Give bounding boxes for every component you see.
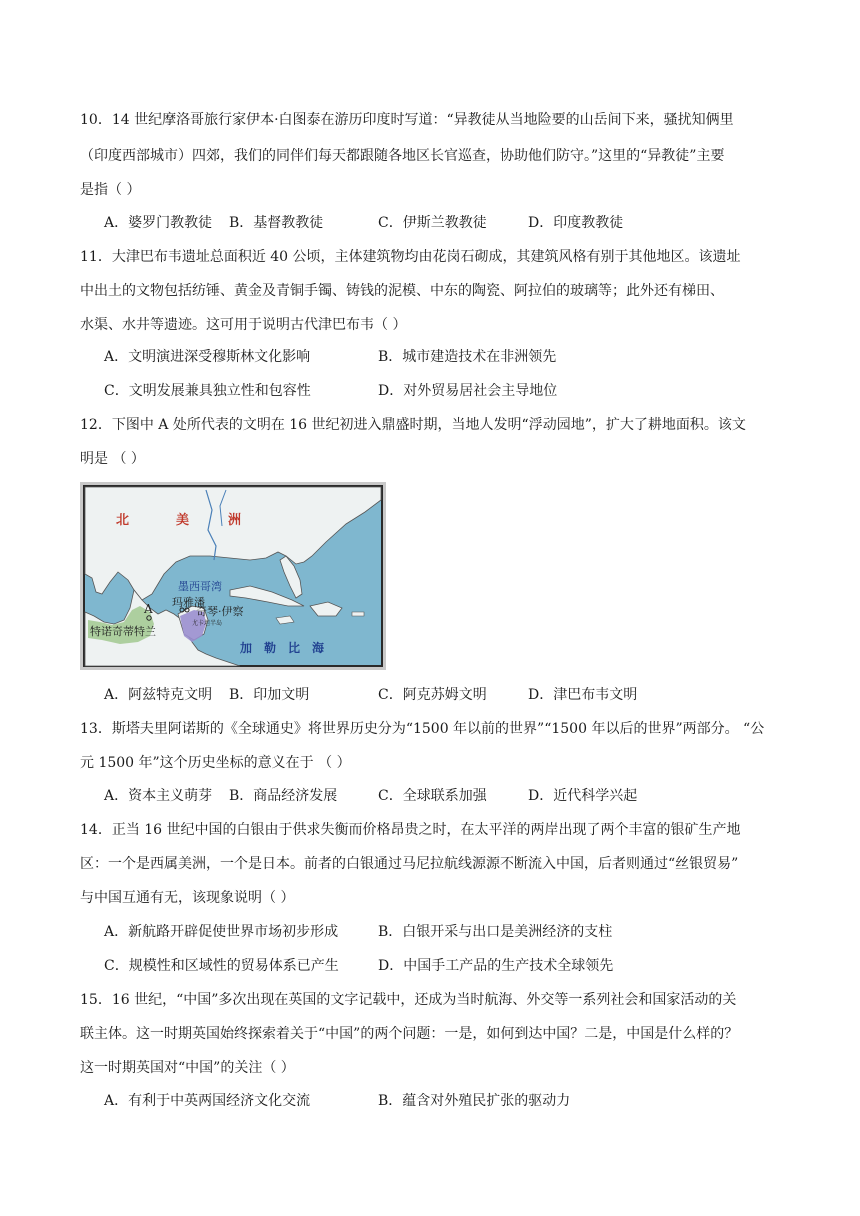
map-label-bei: 北 xyxy=(116,513,130,528)
map-label-caribbean-4: 海 xyxy=(312,641,325,655)
map-label-zhou: 洲 xyxy=(228,513,242,528)
q13-option-d: D．近代科学兴起 xyxy=(528,788,638,804)
map-label-tenochtitlan: 特诺奇蒂特兰 xyxy=(90,625,156,638)
q10-option-c: C．伊斯兰教教徒 xyxy=(378,215,487,231)
map-label-caribbean-1: 加 xyxy=(240,641,253,655)
map-label-caribbean-3: 比 xyxy=(288,641,301,655)
q14-option-a: A．新航路开辟促使世界市场初步形成 xyxy=(104,924,339,940)
q12-option-a: A．阿兹特克文明 xyxy=(104,687,213,703)
q14-line-1: 14．正当 16 世纪中国的白银由于供求失衡而价格昂贵之时，在太平洋的两岸出现了两个丰富的银矿生产地 xyxy=(80,822,741,838)
q13-option-a: A．资本主义萌芽 xyxy=(104,788,213,804)
q11-line-2: 中出土的文物包括纺锤、黄金及青铜手镯、铸钱的泥模、中东的陶瓷、阿拉伯的玻璃等；此外还有梯田、 xyxy=(80,283,724,299)
q10-option-a: A．婆罗门教教徒 xyxy=(104,215,213,231)
q15-line-2: 联主体。这一时期英国始终探索着关于“中国”的两个问题：一是，如何到达中国？二是，中国是什么样的？ xyxy=(80,1026,739,1042)
map-label-a: A xyxy=(144,602,153,616)
q12-option-c: C．阿克苏姆文明 xyxy=(378,687,487,703)
q10-line-3: 是指（ ） xyxy=(80,182,141,198)
q10-option-d: D．印度教教徒 xyxy=(528,215,624,231)
q11-option-d: D．对外贸易居社会主导地位 xyxy=(378,383,558,399)
map-label-caribbean-2: 勒 xyxy=(264,641,277,655)
q14-line-3: 与中国互通有无，该现象说明（ ） xyxy=(80,890,295,906)
q13-option-b: B．商品经济发展 xyxy=(229,788,338,804)
mesoamerica-map xyxy=(80,482,386,670)
map-label-mei: 美 xyxy=(176,513,190,528)
q11-line-3: 水渠、水井等遗迹。这可用于说明古代津巴布韦（ ） xyxy=(80,317,407,333)
q13-line-2: 元 1500 年”这个历史坐标的意义在于 （ ） xyxy=(80,755,351,771)
q13-option-c: C．全球联系加强 xyxy=(378,788,487,804)
q11-option-a: A．文明演进深受穆斯林文化影响 xyxy=(104,349,311,365)
q12-option-b: B．印加文明 xyxy=(229,687,310,703)
map-label-mayapan: 玛雅潘 xyxy=(172,596,205,609)
q14-option-b: B．白银开采与出口是美洲经济的支柱 xyxy=(378,924,613,940)
q13-line-1: 13．斯塔夫里阿诺斯的《全球通史》将世界历史分为“1500 年以前的世界”“1500 年以后的世界”两部分。 “公 xyxy=(80,721,765,737)
q14-option-c: C．规模性和区域性的贸易体系已产生 xyxy=(104,958,339,974)
map-label-yucatan: 尤卡坦半岛 xyxy=(192,620,223,627)
q15-line-3: 这一时期英国对“中国”的关注（ ） xyxy=(80,1060,295,1076)
q10-line-2: （印度西部城市）四郊，我们的同伴们每天都跟随各地区长官巡查，协助他们防守。”这里的“异教徒”主要 xyxy=(80,148,725,164)
q12-line-1: 12．下图中 A 处所代表的文明在 16 世纪初进入鼎盛时期，当地人发明“浮动园地”，扩大了耕地面积。该文 xyxy=(80,417,746,433)
q10-option-b: B．基督教教徒 xyxy=(229,215,324,231)
q14-option-d: D．中国手工产品的生产技术全球领先 xyxy=(378,958,614,974)
map-label-gulf-of-mexico: 墨西哥湾 xyxy=(178,580,222,593)
q14-line-2: 区：一个是西属美洲，一个是日本。前者的白银通过马尼拉航线源源不断流入中国，后者则通过“丝银贸易” xyxy=(80,856,739,872)
puerto-rico-island xyxy=(352,612,364,616)
q12-line-2: 明是 （ ） xyxy=(80,451,145,467)
map-label-chichen-itza: 奇琴·伊察 xyxy=(196,605,244,618)
q15-option-a: A．有利于中英两国经济文化交流 xyxy=(104,1093,311,1109)
q10-line-1: 10．14 世纪摩洛哥旅行家伊本·白图泰在游历印度时写道：“异教徒从当地险要的山岳间下来，骚扰知俩里 xyxy=(80,112,734,128)
q11-line-1: 11．大津巴布韦遗址总面积近 40 公顷，主体建筑物均由花岗石砌成，其建筑风格有别于其他地区。该遗址 xyxy=(80,249,741,265)
q15-option-b: B．蕴含对外殖民扩张的驱动力 xyxy=(378,1093,571,1109)
map-graphic xyxy=(80,482,386,670)
q11-option-c: C．文明发展兼具独立性和包容性 xyxy=(104,383,311,399)
q11-option-b: B．城市建造技术在非洲领先 xyxy=(378,349,557,365)
q12-option-d: D．津巴布韦文明 xyxy=(528,687,638,703)
q15-line-1: 15．16 世纪，“中国”多次出现在英国的文字记载中，还成为当时航海、外交等一系列社会和国家活动的关 xyxy=(80,992,737,1008)
